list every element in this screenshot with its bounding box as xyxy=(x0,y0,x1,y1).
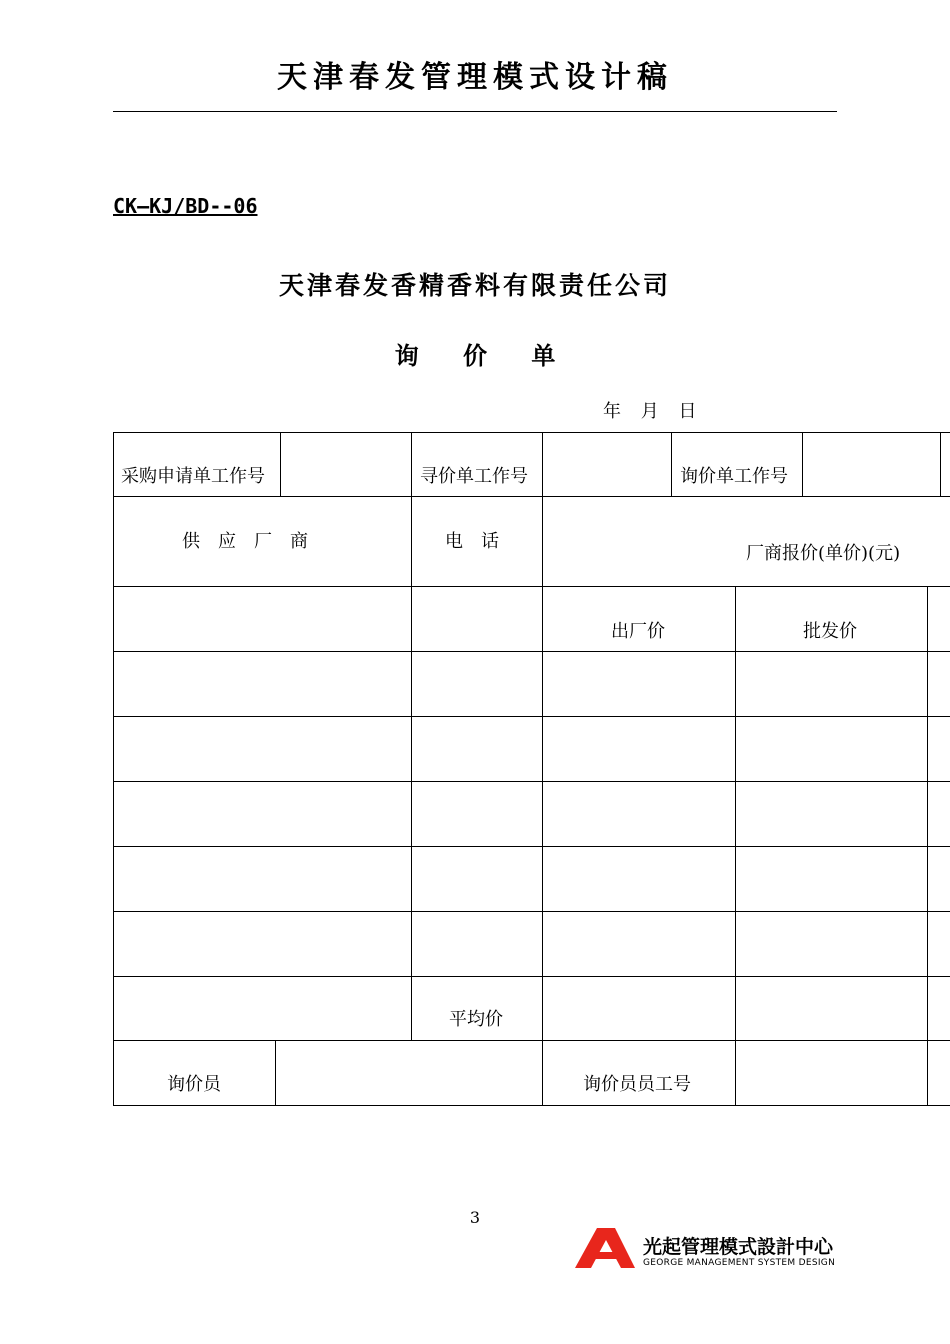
table-rule xyxy=(275,1040,276,1105)
form-title-char: 单 xyxy=(531,342,556,370)
date-day-label: 日 xyxy=(678,401,697,422)
table-rule xyxy=(113,781,950,782)
table-rule xyxy=(113,1105,950,1106)
inquirer-label: 询价员 xyxy=(167,1074,221,1095)
company-name: 天津春发香精香料有限责任公司 xyxy=(278,271,671,300)
phone-label: 电 话 xyxy=(445,531,499,552)
table-rule xyxy=(113,651,950,652)
average-price-label: 平均价 xyxy=(449,1009,503,1030)
date-month-label: 月 xyxy=(640,401,659,422)
table-rule xyxy=(113,496,950,497)
wholesale-price-label: 批发价 xyxy=(803,621,857,642)
table-rule xyxy=(671,432,672,496)
table-rule xyxy=(411,432,412,1041)
purchase-request-no-label: 采购申请单工作号 xyxy=(121,466,265,487)
table-rule xyxy=(113,976,950,977)
table-rule xyxy=(113,432,950,433)
table-rule xyxy=(113,432,114,1106)
table-rule xyxy=(280,432,281,496)
supplier-label: 供 应 厂 商 xyxy=(182,531,308,552)
table-rule xyxy=(735,586,736,1106)
table-rule xyxy=(940,432,941,496)
vendor-quote-label: 厂商报价(单价)(元) xyxy=(746,543,901,564)
date-year-label: 年 xyxy=(603,401,621,422)
logo-name: 光起管理模式設計中心 xyxy=(643,1236,834,1258)
table-rule xyxy=(113,846,950,847)
search-price-no-label: 寻价单工作号 xyxy=(420,466,528,487)
date-line xyxy=(603,397,710,423)
form-title-char: 询 xyxy=(394,342,419,370)
table-rule xyxy=(113,911,950,912)
logo-subtitle: GEORGE MANAGEMENT SYSTEM DESIGN xyxy=(643,1258,836,1268)
table-rule xyxy=(113,586,950,587)
table-rule xyxy=(542,432,543,1106)
table-rule xyxy=(113,1040,950,1041)
table-rule xyxy=(113,716,950,717)
form-title-char: 价 xyxy=(463,342,487,370)
page-number: 3 xyxy=(469,1208,481,1227)
table-rule xyxy=(927,586,928,1106)
inquirer-id-label: 询价员员工号 xyxy=(583,1074,691,1095)
logo-a-icon xyxy=(575,1228,637,1270)
factory-price-label: 出厂价 xyxy=(611,621,665,642)
document-code: CK—KJ/BD--06 xyxy=(113,194,258,218)
header-title: 天津春发管理模式设计稿 xyxy=(277,60,673,95)
table-rule xyxy=(802,432,803,496)
inquiry-no-label: 询价单工作号 xyxy=(680,466,788,487)
company-logo xyxy=(575,1228,845,1274)
form-title xyxy=(0,336,950,371)
header-divider xyxy=(113,111,837,112)
